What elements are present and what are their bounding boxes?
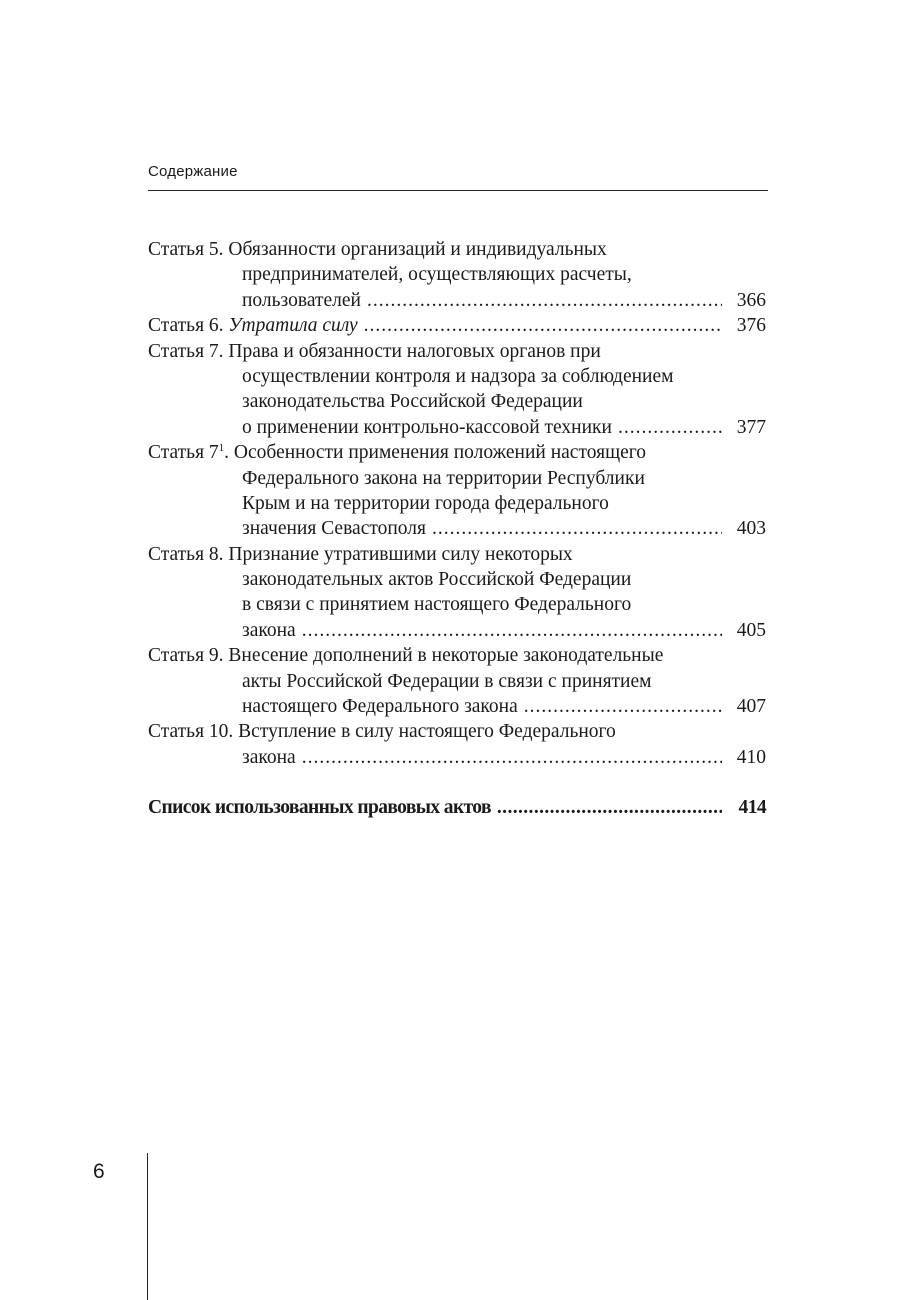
toc-page-number: 403	[736, 518, 766, 540]
dot-leader	[302, 745, 722, 770]
table-of-contents	[148, 237, 766, 821]
dot-leader	[367, 288, 722, 313]
dot-leader	[302, 618, 722, 643]
toc-entry-art7-1-line1	[148, 440, 766, 465]
toc-entry-text	[148, 313, 358, 338]
toc-entry-text: значения Севастополя	[242, 518, 426, 540]
dot-leader	[618, 415, 722, 440]
dot-leader	[364, 313, 722, 338]
toc-page-number: 377	[736, 416, 766, 438]
toc-entry-list-of-acts[interactable]	[148, 795, 766, 820]
toc-entry-art8-line1: Статья 8. Признание утратившими силу некоторых	[148, 543, 573, 565]
toc-entry-art7-line3: законодательства Российской Федерации	[242, 391, 583, 413]
toc-entry-art10-last[interactable]	[148, 745, 766, 770]
header-rule	[148, 190, 768, 191]
toc-entry-art7-last[interactable]	[148, 415, 766, 440]
toc-page-number: 405	[736, 619, 766, 641]
page-number: 6	[93, 1160, 105, 1183]
toc-entry-art8-line2: законодательных актов Российской Федерации	[242, 569, 632, 591]
toc-entry-art7-line2: осуществлении контроля и надзора за соблюдением	[242, 365, 674, 387]
margin-rule	[147, 1153, 148, 1300]
toc-entry-art5-last[interactable]	[148, 288, 766, 313]
toc-entry-art7-line1: Статья 7. Права и обязанности налоговых органов при	[148, 340, 601, 362]
toc-page-number: 376	[736, 315, 766, 337]
toc-page-number: 414	[738, 797, 766, 819]
toc-entry-art5-line2: предпринимателей, осуществляющих расчеты,	[242, 264, 632, 286]
toc-entry-text: пользователей	[242, 289, 361, 311]
toc-entry-text: закона	[242, 746, 296, 768]
toc-entry-text: закона	[242, 619, 296, 641]
toc-entry-art7-1-last[interactable]	[148, 516, 766, 541]
toc-entry-art6[interactable]	[148, 313, 766, 338]
toc-entry-prefix: Статья 7	[148, 442, 219, 464]
toc-page-number: 407	[736, 696, 766, 718]
toc-page-number: 366	[736, 289, 766, 311]
toc-entry-text: о применении контрольно-кассовой техники	[242, 416, 612, 438]
toc-entry-art5-line1: Статья 5. Обязанности организаций и индивидуальных	[148, 239, 607, 260]
toc-entry-art9-last[interactable]	[148, 694, 766, 719]
toc-entry-art8-last[interactable]	[148, 618, 766, 643]
dot-leader	[432, 516, 722, 541]
toc-entry-title-italic: Утратила силу	[228, 315, 358, 337]
toc-entry-art7-1-line3: Крым и на территории города федерального	[242, 492, 609, 514]
toc-entry-art10-line1: Статья 10. Вступление в силу настоящего Федерального	[148, 721, 616, 743]
spacer	[148, 770, 766, 795]
toc-entry-art9-line2: акты Российской Федерации в связи с принятием	[242, 670, 652, 692]
toc-page-number: 410	[736, 746, 766, 768]
dot-leader	[524, 694, 722, 719]
running-head: Содержание	[148, 163, 238, 180]
toc-entry-prefix: Статья 6.	[148, 315, 224, 337]
toc-entry-text: Список использованных правовых актов	[148, 797, 491, 819]
dot-leader	[497, 795, 722, 820]
toc-entry-text: настоящего Федерального закона	[242, 696, 518, 718]
toc-entry-art8-line3: в связи с принятием настоящего Федерального	[242, 594, 632, 616]
toc-entry-text: . Особенности применения положений настоящего	[224, 442, 647, 464]
superscript: 1	[218, 442, 225, 455]
toc-entry-art9-line1: Статья 9. Внесение дополнений в некоторые законодательные	[148, 645, 664, 667]
toc-entry-art7-1-line2: Федерального закона на территории Республики	[242, 467, 645, 489]
